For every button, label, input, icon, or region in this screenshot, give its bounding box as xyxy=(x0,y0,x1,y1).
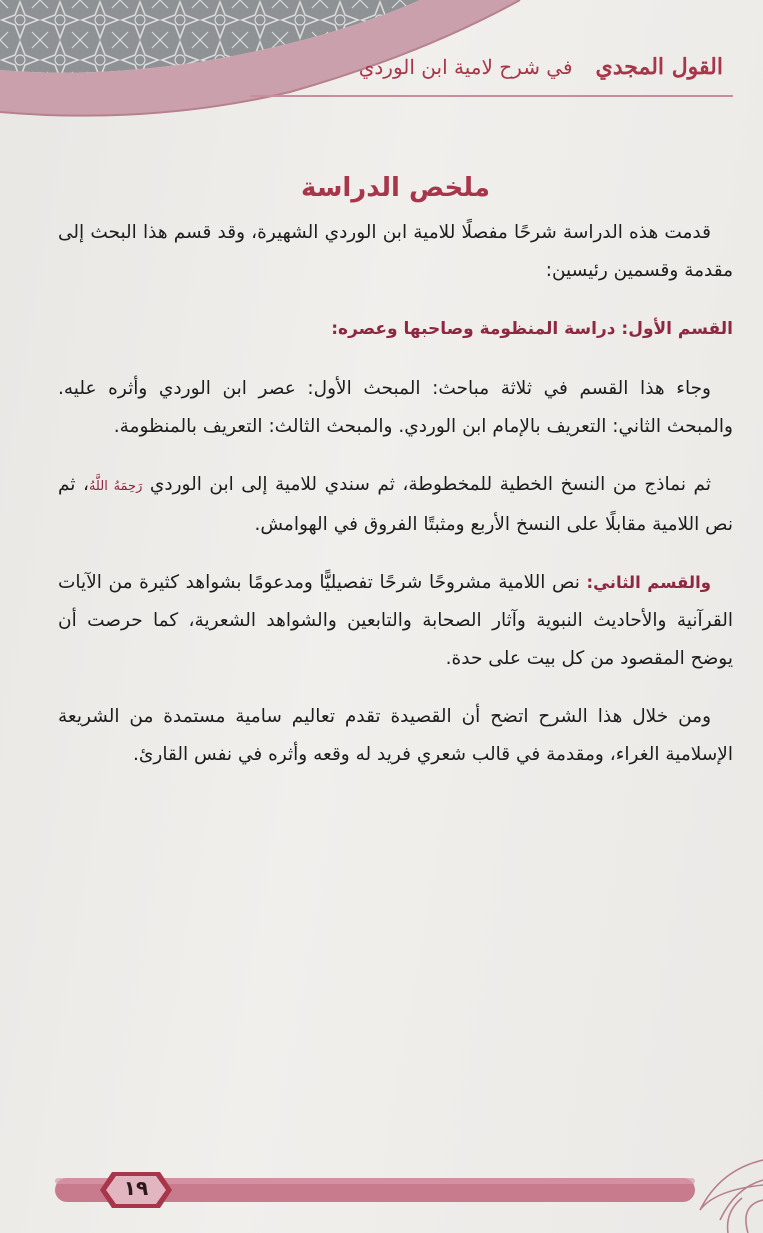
intro-paragraph: قدمت هذه الدراسة شرحًا مفصلًا للامية ابن الوردي الشهيرة، وقد قسم هذا البحث إلى مقدمة وقسمين رئيسين: xyxy=(58,222,733,281)
section2-label: والقسم الثاني: xyxy=(586,573,711,592)
manuscripts-text-after: ، ثم نص اللامية مقابلًا على النسخ الأربع ومثبتًا الفروق في الهوامش. xyxy=(58,474,733,535)
header-rule xyxy=(250,95,733,97)
section2-paragraph xyxy=(58,564,733,678)
section2-text: نص اللامية مشروحًا شرحًا تفصيليًّا ومدعومًا بشواهد كثيرة من الآيات القرآنية والأحاديث النبوية وآثار الصحابة والتابعين والشواهد الشعرية، كما حرصت أن يوضح المقصود من كل بيت على حدة. xyxy=(58,572,733,669)
section1-heading: القسم الأول: دراسة المنظومة وصاحبها وعصره: xyxy=(331,319,733,339)
corner-flourish xyxy=(700,1160,763,1233)
page-body xyxy=(58,168,733,794)
section1-paragraph: وجاء هذا القسم في ثلاثة مباحث: المبحث الأول: عصر ابن الوردي وأثره عليه. والمبحث الثاني: التعريف بالإمام ابن الوردي. والمبحث الثالث: التعريف بالمنظومة. xyxy=(58,378,733,437)
manuscripts-paragraph xyxy=(58,466,733,544)
manuscripts-text-before: ثم نماذج من النسخ الخطية للمخطوطة، ثم سندي للامية إلى ابن الوردي xyxy=(149,474,711,495)
book-subtitle: في شرح لامية ابن الوردي xyxy=(358,55,573,79)
running-header xyxy=(359,54,723,80)
page-number: ١٩ xyxy=(123,1176,149,1200)
honorific: رَحِمَهُ اللَّهُ xyxy=(88,479,143,494)
page-title: ملخص الدراسة xyxy=(301,173,490,203)
book-title: القول المجدي xyxy=(595,54,723,80)
conclusion-paragraph: ومن خلال هذا الشرح اتضح أن القصيدة تقدم تعاليم سامية مستمدة من الشريعة الإسلامية الغراء، ومقدمة في قالب شعري فريد له وقعه وأثره في نفس القارئ. xyxy=(58,706,733,765)
